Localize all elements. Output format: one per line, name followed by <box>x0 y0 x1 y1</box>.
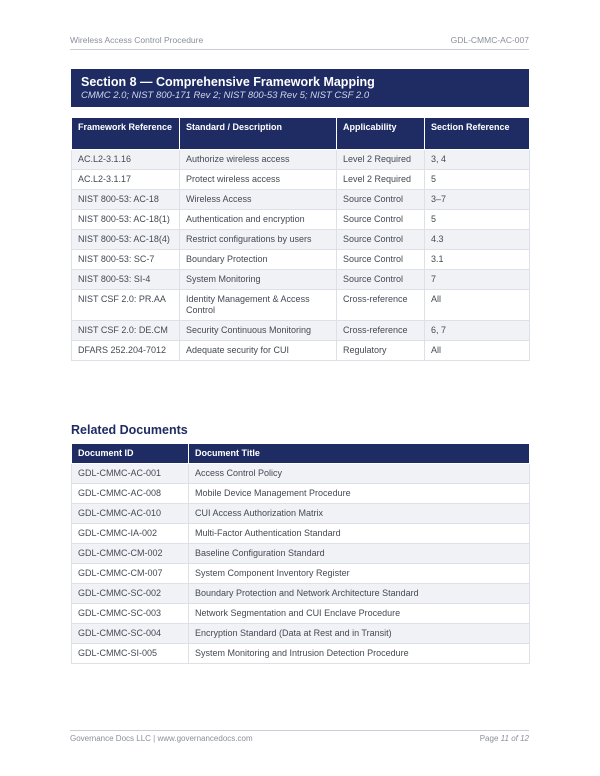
related-table-header-row <box>72 444 530 464</box>
column-header: Applicability <box>337 118 425 149</box>
table-cell: Network Segmentation and CUI Enclave Procedure <box>189 604 530 624</box>
table-cell: AC.L2-3.1.16 <box>72 149 180 169</box>
table-cell: Encryption Standard (Data at Rest and in Transit) <box>189 624 530 644</box>
table-row <box>72 320 530 340</box>
table-cell: Baseline Configuration Standard <box>189 544 530 564</box>
column-header: Document Title <box>189 444 530 464</box>
table-cell: NIST 800-53: AC-18 <box>72 189 180 209</box>
table-row <box>72 189 530 209</box>
table-row <box>72 524 530 544</box>
table-cell: NIST 800-53: AC-18(1) <box>72 209 180 229</box>
table-cell: Adequate security for CUI <box>180 340 337 360</box>
table-row <box>72 249 530 269</box>
table-cell: Cross-reference <box>337 289 425 320</box>
table-cell: Restrict configurations by users <box>180 229 337 249</box>
header-doc-title: Wireless Access Control Procedure <box>70 35 204 45</box>
table-cell: 5 <box>425 209 530 229</box>
table-row <box>72 484 530 504</box>
table-row <box>72 564 530 584</box>
table-cell: GDL-CMMC-AC-001 <box>72 464 189 484</box>
table-cell: NIST CSF 2.0: PR.AA <box>72 289 180 320</box>
table-cell: Boundary Protection and Network Architecture Standard <box>189 584 530 604</box>
table-row <box>72 149 530 169</box>
column-header: Document ID <box>72 444 189 464</box>
page-number <box>480 734 529 743</box>
footer-company: Governance Docs LLC | www.governancedocs.com <box>70 734 253 743</box>
table-cell: DFARS 252.204-7012 <box>72 340 180 360</box>
table-row <box>72 544 530 564</box>
table-cell: Mobile Device Management Procedure <box>189 484 530 504</box>
table-cell: Source Control <box>337 189 425 209</box>
table-cell: GDL-CMMC-CM-002 <box>72 544 189 564</box>
table-row <box>72 604 530 624</box>
table-cell: NIST 800-53: SI-4 <box>72 269 180 289</box>
page-of: of <box>511 734 518 743</box>
table-cell: Level 2 Required <box>337 169 425 189</box>
column-header: Section Reference <box>425 118 530 149</box>
table-cell: Source Control <box>337 249 425 269</box>
running-header <box>70 35 529 50</box>
header-doc-id: GDL-CMMC-AC-007 <box>450 35 529 45</box>
table-cell: AC.L2-3.1.17 <box>72 169 180 189</box>
table-cell: 5 <box>425 169 530 189</box>
table-cell: NIST 800-53: SC-7 <box>72 249 180 269</box>
section-subtitle: CMMC 2.0; NIST 800-171 Rev 2; NIST 800-53 Rev 5; NIST CSF 2.0 <box>81 90 370 101</box>
table-row <box>72 269 530 289</box>
table-cell: Access Control Policy <box>189 464 530 484</box>
table-cell: Boundary Protection <box>180 249 337 269</box>
table-cell: NIST 800-53: AC-18(4) <box>72 229 180 249</box>
table-cell: Authentication and encryption <box>180 209 337 229</box>
table-cell: GDL-CMMC-AC-010 <box>72 504 189 524</box>
related-documents-table <box>71 444 530 664</box>
table-cell: System Monitoring <box>180 269 337 289</box>
table-cell: 6, 7 <box>425 320 530 340</box>
table-row <box>72 504 530 524</box>
table-row <box>72 644 530 664</box>
table-cell: GDL-CMMC-SI-005 <box>72 644 189 664</box>
section-banner <box>71 69 529 107</box>
table-row <box>72 229 530 249</box>
framework-mapping-table <box>71 118 530 361</box>
table-cell: Source Control <box>337 209 425 229</box>
page-prefix: Page <box>479 734 499 743</box>
table-cell: Source Control <box>337 269 425 289</box>
related-documents-heading: Related Documents <box>71 423 188 437</box>
table-cell: 3–7 <box>425 189 530 209</box>
table-cell: Security Continuous Monitoring <box>180 320 337 340</box>
table-cell: 4.3 <box>425 229 530 249</box>
table-cell: System Component Inventory Register <box>189 564 530 584</box>
running-footer <box>70 730 529 743</box>
table-cell: All <box>425 289 530 320</box>
column-header: Standard / Description <box>180 118 337 149</box>
table-cell: GDL-CMMC-SC-004 <box>72 624 189 644</box>
table-cell: GDL-CMMC-SC-002 <box>72 584 189 604</box>
table-cell: Multi-Factor Authentication Standard <box>189 524 530 544</box>
page-current: 11 <box>500 734 509 743</box>
table-cell: GDL-CMMC-CM-007 <box>72 564 189 584</box>
table-cell: Source Control <box>337 229 425 249</box>
table-cell: All <box>425 340 530 360</box>
table-cell: 3, 4 <box>425 149 530 169</box>
table-row <box>72 464 530 484</box>
table-cell: Protect wireless access <box>180 169 337 189</box>
table-cell: GDL-CMMC-IA-002 <box>72 524 189 544</box>
table-cell: GDL-CMMC-SC-003 <box>72 604 189 624</box>
table-row <box>72 340 530 360</box>
table-cell: System Monitoring and Intrusion Detection Procedure <box>189 644 530 664</box>
table-cell: Authorize wireless access <box>180 149 337 169</box>
table-cell: 7 <box>425 269 530 289</box>
table-cell: 3.1 <box>425 249 530 269</box>
table-cell: GDL-CMMC-AC-008 <box>72 484 189 504</box>
table-row <box>72 584 530 604</box>
table-cell: Regulatory <box>337 340 425 360</box>
table-cell: NIST CSF 2.0: DE.CM <box>72 320 180 340</box>
table-cell: Cross-reference <box>337 320 425 340</box>
table-row <box>72 169 530 189</box>
column-header: Framework Reference <box>72 118 180 149</box>
table-cell: CUI Access Authorization Matrix <box>189 504 530 524</box>
table-row <box>72 624 530 644</box>
section-title: Section 8 — Comprehensive Framework Mapping <box>81 75 375 89</box>
table-cell: Identity Management & Access Control <box>180 289 337 320</box>
table-cell: Wireless Access <box>180 189 337 209</box>
table-row <box>72 289 530 320</box>
table-row <box>72 209 530 229</box>
table-cell: Level 2 Required <box>337 149 425 169</box>
framework-table-header-row <box>72 118 530 149</box>
page-total: 12 <box>520 734 529 743</box>
